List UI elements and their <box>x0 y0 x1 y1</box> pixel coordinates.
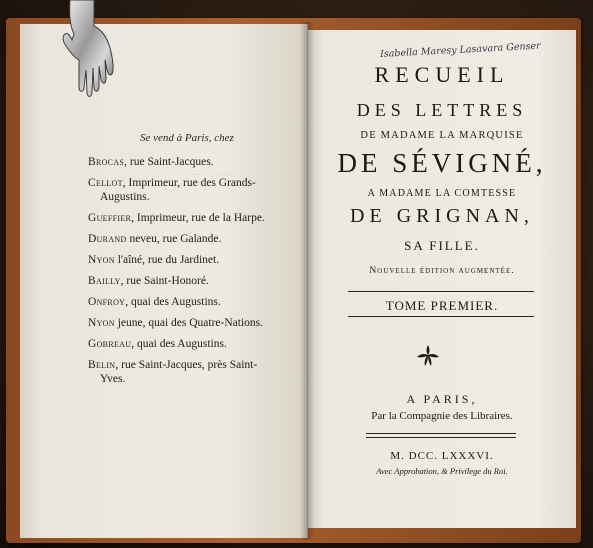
bookseller-name: Nyon <box>88 317 115 329</box>
bookseller-address: , rue Saint-Honoré. <box>120 275 209 287</box>
bookseller-name: Gobreau <box>88 338 132 350</box>
handwritten-inscription: Isabella Maresy Lasavara Genser <box>379 40 541 60</box>
fleuron-ornament-icon <box>415 343 441 369</box>
bookseller-address: neveu, rue Galande. <box>126 233 222 245</box>
title-recueil: RECUEIL <box>374 62 510 87</box>
bleed-through-mark: — · — <box>190 168 232 180</box>
bookseller-name: Gueffier <box>88 212 132 224</box>
bookseller-address: l'aîné, rue du Jardinet. <box>114 254 220 266</box>
title-des-lettres: DES LETTRES <box>356 100 528 120</box>
bookseller-entry <box>88 337 303 351</box>
bookseller-name: Cellot <box>88 177 123 189</box>
bookseller-name: Onfroy <box>88 296 126 308</box>
bookseller-entry <box>88 155 303 169</box>
imprint-privilege: Avec Approbation, & Privilege du Roi. <box>376 466 508 476</box>
bookseller-address-continued: Augustins. <box>100 191 150 203</box>
bookseller-address: , quai des Augustins. <box>125 296 221 308</box>
bookseller-address: , rue Saint-Jacques. <box>124 156 214 168</box>
bookseller-name: Brocas <box>88 156 125 168</box>
bookseller-list <box>88 155 303 393</box>
bookseller-entry <box>88 274 303 288</box>
bookseller-entry <box>88 176 303 204</box>
title-de-madame-la-marquise: DE MADAME LA MARQUISE <box>360 130 524 141</box>
edition-note: Nouvelle édition augmentée. <box>369 266 515 276</box>
bookseller-address-continued: Yves. <box>100 373 126 385</box>
rule-imprint-1 <box>366 433 516 434</box>
rule-top <box>348 291 534 292</box>
title-sa-fille: SA FILLE. <box>404 238 480 253</box>
volume-label: TOME PREMIER. <box>385 298 499 313</box>
bookseller-address: , quai des Augustins. <box>131 338 227 350</box>
bookseller-address: , rue Saint-Jacques, près Saint- <box>115 359 258 371</box>
sold-at-heading: Se vend à Paris, chez <box>140 132 234 144</box>
silver-hand-bookmark-icon <box>48 0 118 100</box>
imprint-publisher: Par la Compagnie des Libraires. <box>371 410 513 422</box>
bookseller-name: Bailly <box>88 275 121 287</box>
title-de-sevigne: DE SÉVIGNÉ, <box>337 148 547 178</box>
imprint-date: M. DCC. LXXXVI. <box>390 450 494 462</box>
bookseller-entry <box>88 253 303 267</box>
bookseller-address: jeune, quai des Quatre-Nations. <box>114 317 264 329</box>
bookseller-entry <box>88 232 303 246</box>
bookseller-entry <box>88 358 303 386</box>
imprint-city: A PARIS, <box>406 392 478 406</box>
bookseller-entry <box>88 316 303 330</box>
bookseller-name: Nyon <box>88 254 115 266</box>
title-a-madame-la-comtesse: A MADAME LA COMTESSE <box>367 188 517 199</box>
title-de-grignan: DE GRIGNAN, <box>350 205 534 227</box>
bookseller-name: Durand <box>88 233 127 245</box>
bookseller-entry <box>88 211 303 225</box>
bookseller-address: , Imprimeur, rue de la Harpe. <box>131 212 265 224</box>
bookseller-entry <box>88 295 303 309</box>
rule-bottom <box>348 316 534 317</box>
rule-imprint-2 <box>366 437 516 438</box>
bookseller-name: Belin <box>88 359 116 371</box>
bookseller-address: , Imprimeur, rue des Grands- <box>122 177 256 189</box>
